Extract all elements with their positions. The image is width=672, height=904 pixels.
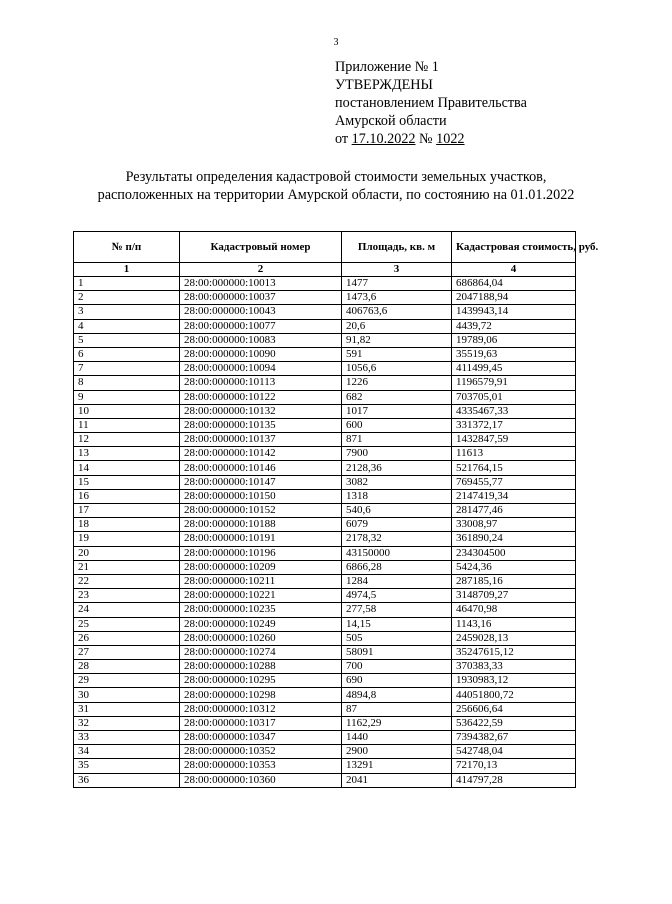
cell-cadastral-number: 28:00:000000:10142: [180, 447, 342, 461]
cell-cadastral-number: 28:00:000000:10013: [180, 277, 342, 291]
cell-cadastral-number: 28:00:000000:10298: [180, 688, 342, 702]
cell-area: 600: [342, 418, 452, 432]
cell-cadastral-value: 414797,28: [452, 773, 576, 787]
column-number: 2: [180, 263, 342, 277]
cell-row-number: 15: [74, 475, 180, 489]
cell-area: 505: [342, 631, 452, 645]
cell-area: 591: [342, 347, 452, 361]
table-row: [74, 546, 576, 560]
cell-area: 20,6: [342, 319, 452, 333]
cell-row-number: 20: [74, 546, 180, 560]
cell-cadastral-value: 2147419,34: [452, 489, 576, 503]
cell-row-number: 14: [74, 461, 180, 475]
table-row: [74, 489, 576, 503]
cell-cadastral-value: 281477,46: [452, 504, 576, 518]
cell-cadastral-number: 28:00:000000:10211: [180, 574, 342, 588]
cell-area: 43150000: [342, 546, 452, 560]
cell-cadastral-number: 28:00:000000:10135: [180, 418, 342, 432]
cell-cadastral-number: 28:00:000000:10191: [180, 532, 342, 546]
cell-cadastral-number: 28:00:000000:10150: [180, 489, 342, 503]
cell-cadastral-number: 28:00:000000:10094: [180, 362, 342, 376]
cell-cadastral-value: 1432847,59: [452, 433, 576, 447]
cell-row-number: 29: [74, 674, 180, 688]
cell-cadastral-number: 28:00:000000:10083: [180, 333, 342, 347]
cell-area: 7900: [342, 447, 452, 461]
cadastral-value-table: [73, 231, 599, 788]
cell-cadastral-number: 28:00:000000:10235: [180, 603, 342, 617]
table-row: [74, 731, 576, 745]
region-label: Амурской области: [335, 113, 447, 129]
cell-cadastral-value: 1439943,14: [452, 305, 576, 319]
cell-area: 4894,8: [342, 688, 452, 702]
cell-area: 2900: [342, 745, 452, 759]
cell-area: 277,58: [342, 603, 452, 617]
cell-area: 2041: [342, 773, 452, 787]
cell-area: 1473,6: [342, 291, 452, 305]
table-row: [74, 688, 576, 702]
document-title: Результаты определения кадастровой стоимости земельных участков, расположенных на территории Амурской области, по состоянию на 01.01.2022: [97, 169, 575, 203]
cell-cadastral-value: 35247615,12: [452, 645, 576, 659]
cell-cadastral-value: 11613: [452, 447, 576, 461]
cell-area: 1477: [342, 277, 452, 291]
table-row: [74, 589, 576, 603]
table-row: [74, 631, 576, 645]
header-cadastral-number: Кадастровый номер: [180, 232, 342, 263]
cell-cadastral-number: 28:00:000000:10260: [180, 631, 342, 645]
resolution-date: 17.10.2022: [351, 131, 416, 147]
cell-row-number: 24: [74, 603, 180, 617]
cell-cadastral-number: 28:00:000000:10353: [180, 759, 342, 773]
cell-cadastral-number: 28:00:000000:10152: [180, 504, 342, 518]
table-row: [74, 305, 576, 319]
cell-row-number: 1: [74, 277, 180, 291]
cell-row-number: 27: [74, 645, 180, 659]
cell-cadastral-value: 7394382,67: [452, 731, 576, 745]
cell-row-number: 18: [74, 518, 180, 532]
cell-row-number: 16: [74, 489, 180, 503]
table-row: [74, 560, 576, 574]
table-row: [74, 333, 576, 347]
cell-cadastral-number: 28:00:000000:10312: [180, 702, 342, 716]
cell-row-number: 17: [74, 504, 180, 518]
table-row: [74, 433, 576, 447]
cell-cadastral-value: 542748,04: [452, 745, 576, 759]
cell-area: 871: [342, 433, 452, 447]
cell-cadastral-value: 35519,63: [452, 347, 576, 361]
table-row: [74, 291, 576, 305]
table-row: [74, 660, 576, 674]
table-row: [74, 702, 576, 716]
cell-area: 4974,5: [342, 589, 452, 603]
cell-area: 58091: [342, 645, 452, 659]
cell-cadastral-value: 521764,15: [452, 461, 576, 475]
cell-cadastral-value: 361890,24: [452, 532, 576, 546]
resolution-number: 1022: [436, 131, 465, 147]
cell-row-number: 22: [74, 574, 180, 588]
cell-cadastral-value: 19789,06: [452, 333, 576, 347]
cell-area: 1284: [342, 574, 452, 588]
cell-cadastral-number: 28:00:000000:10352: [180, 745, 342, 759]
cell-area: 13291: [342, 759, 452, 773]
table-row: [74, 574, 576, 588]
cell-cadastral-value: 72170,13: [452, 759, 576, 773]
cell-row-number: 36: [74, 773, 180, 787]
cell-area: 1056,6: [342, 362, 452, 376]
cell-cadastral-number: 28:00:000000:10295: [180, 674, 342, 688]
table-row: [74, 347, 576, 361]
cell-cadastral-number: 28:00:000000:10249: [180, 617, 342, 631]
cell-row-number: 32: [74, 716, 180, 730]
cell-area: 6079: [342, 518, 452, 532]
cell-area: 682: [342, 390, 452, 404]
cell-cadastral-value: 256606,64: [452, 702, 576, 716]
cell-cadastral-value: 331372,17: [452, 418, 576, 432]
cell-row-number: 10: [74, 404, 180, 418]
cell-cadastral-value: 1196579,91: [452, 376, 576, 390]
cell-area: 690: [342, 674, 452, 688]
cell-cadastral-number: 28:00:000000:10209: [180, 560, 342, 574]
cell-row-number: 31: [74, 702, 180, 716]
table-row: [74, 404, 576, 418]
column-number-row: [74, 263, 576, 277]
number-sign: №: [419, 131, 433, 147]
table-row: [74, 461, 576, 475]
cell-row-number: 6: [74, 347, 180, 361]
cell-row-number: 33: [74, 731, 180, 745]
cell-cadastral-value: 769455,77: [452, 475, 576, 489]
resolution-date-line: [335, 130, 527, 148]
table-row: [74, 376, 576, 390]
cell-row-number: 9: [74, 390, 180, 404]
table-row: [74, 390, 576, 404]
cell-cadastral-number: 28:00:000000:10196: [180, 546, 342, 560]
cell-area: 1318: [342, 489, 452, 503]
cell-area: 14,15: [342, 617, 452, 631]
table-row: [74, 759, 576, 773]
cell-area: 700: [342, 660, 452, 674]
cell-cadastral-value: 5424,36: [452, 560, 576, 574]
cell-cadastral-number: 28:00:000000:10274: [180, 645, 342, 659]
cell-row-number: 4: [74, 319, 180, 333]
cell-cadastral-value: 536422,59: [452, 716, 576, 730]
cell-cadastral-number: 28:00:000000:10147: [180, 475, 342, 489]
cell-row-number: 35: [74, 759, 180, 773]
cell-cadastral-value: 411499,45: [452, 362, 576, 376]
cell-area: 1440: [342, 731, 452, 745]
table-row: [74, 362, 576, 376]
table-row: [74, 277, 576, 291]
resolution-label: постановлением Правительства: [335, 95, 527, 111]
cell-cadastral-number: 28:00:000000:10043: [180, 305, 342, 319]
table-row: [74, 773, 576, 787]
cell-row-number: 34: [74, 745, 180, 759]
table-row: [74, 603, 576, 617]
cell-row-number: 21: [74, 560, 180, 574]
cell-row-number: 5: [74, 333, 180, 347]
cell-row-number: 19: [74, 532, 180, 546]
page-number: 3: [333, 37, 339, 48]
cell-cadastral-number: 28:00:000000:10137: [180, 433, 342, 447]
cell-area: 1162,29: [342, 716, 452, 730]
cell-cadastral-value: 33008,97: [452, 518, 576, 532]
cell-area: 1226: [342, 376, 452, 390]
cell-row-number: 3: [74, 305, 180, 319]
cell-row-number: 2: [74, 291, 180, 305]
approval-block: [335, 58, 527, 148]
date-prefix: от: [335, 131, 349, 147]
cell-cadastral-number: 28:00:000000:10317: [180, 716, 342, 730]
cell-cadastral-number: 28:00:000000:10037: [180, 291, 342, 305]
cell-cadastral-value: 370383,33: [452, 660, 576, 674]
cell-cadastral-number: 28:00:000000:10221: [180, 589, 342, 603]
cell-area: 3082: [342, 475, 452, 489]
table-body: [74, 277, 576, 788]
cell-row-number: 8: [74, 376, 180, 390]
approved-label: УТВЕРЖДЕНЫ: [335, 77, 433, 93]
cell-area: 406763,6: [342, 305, 452, 319]
column-number: 1: [74, 263, 180, 277]
column-number: 3: [342, 263, 452, 277]
column-number: 4: [452, 263, 576, 277]
cell-cadastral-value: 2459028,13: [452, 631, 576, 645]
cell-row-number: 11: [74, 418, 180, 432]
cell-cadastral-value: 46470,98: [452, 603, 576, 617]
table-row: [74, 447, 576, 461]
cell-area: 2178,32: [342, 532, 452, 546]
table-row: [74, 645, 576, 659]
table-row: [74, 617, 576, 631]
table-row: [74, 418, 576, 432]
cell-cadastral-value: 234304500: [452, 546, 576, 560]
cell-area: 1017: [342, 404, 452, 418]
table-row: [74, 504, 576, 518]
table-row: [74, 716, 576, 730]
cell-area: 2128,36: [342, 461, 452, 475]
table-row: [74, 319, 576, 333]
table-row: [74, 518, 576, 532]
header-cadastral-value: Кадастровая стоимость, руб.: [452, 232, 576, 263]
cell-row-number: 28: [74, 660, 180, 674]
cell-cadastral-value: 686864,04: [452, 277, 576, 291]
cell-cadastral-number: 28:00:000000:10122: [180, 390, 342, 404]
cell-cadastral-value: 3148709,27: [452, 589, 576, 603]
cell-cadastral-value: 703705,01: [452, 390, 576, 404]
cell-row-number: 25: [74, 617, 180, 631]
table-row: [74, 674, 576, 688]
cell-cadastral-value: 1143,16: [452, 617, 576, 631]
cell-area: 87: [342, 702, 452, 716]
cell-row-number: 23: [74, 589, 180, 603]
cell-cadastral-value: 4439,72: [452, 319, 576, 333]
cell-cadastral-number: 28:00:000000:10288: [180, 660, 342, 674]
cell-area: 6866,28: [342, 560, 452, 574]
appendix-label: Приложение № 1: [335, 59, 439, 75]
cell-row-number: 26: [74, 631, 180, 645]
table-row: [74, 532, 576, 546]
cell-cadastral-value: 4335467,33: [452, 404, 576, 418]
header-area: Площадь, кв. м: [342, 232, 452, 263]
cell-area: 91,82: [342, 333, 452, 347]
cell-cadastral-number: 28:00:000000:10188: [180, 518, 342, 532]
header-row-number: № п/п: [74, 232, 180, 263]
cell-row-number: 12: [74, 433, 180, 447]
table-row: [74, 475, 576, 489]
cell-cadastral-number: 28:00:000000:10090: [180, 347, 342, 361]
cell-area: 540,6: [342, 504, 452, 518]
cell-cadastral-value: 44051800,72: [452, 688, 576, 702]
cell-cadastral-number: 28:00:000000:10077: [180, 319, 342, 333]
cell-row-number: 13: [74, 447, 180, 461]
cell-cadastral-number: 28:00:000000:10360: [180, 773, 342, 787]
table-header-row: [74, 232, 576, 263]
cell-cadastral-value: 2047188,94: [452, 291, 576, 305]
cell-cadastral-value: 1930983,12: [452, 674, 576, 688]
cell-cadastral-number: 28:00:000000:10347: [180, 731, 342, 745]
cell-cadastral-number: 28:00:000000:10132: [180, 404, 342, 418]
cell-row-number: 30: [74, 688, 180, 702]
cell-cadastral-number: 28:00:000000:10113: [180, 376, 342, 390]
cell-row-number: 7: [74, 362, 180, 376]
cell-cadastral-value: 287185,16: [452, 574, 576, 588]
cell-cadastral-number: 28:00:000000:10146: [180, 461, 342, 475]
table-row: [74, 745, 576, 759]
